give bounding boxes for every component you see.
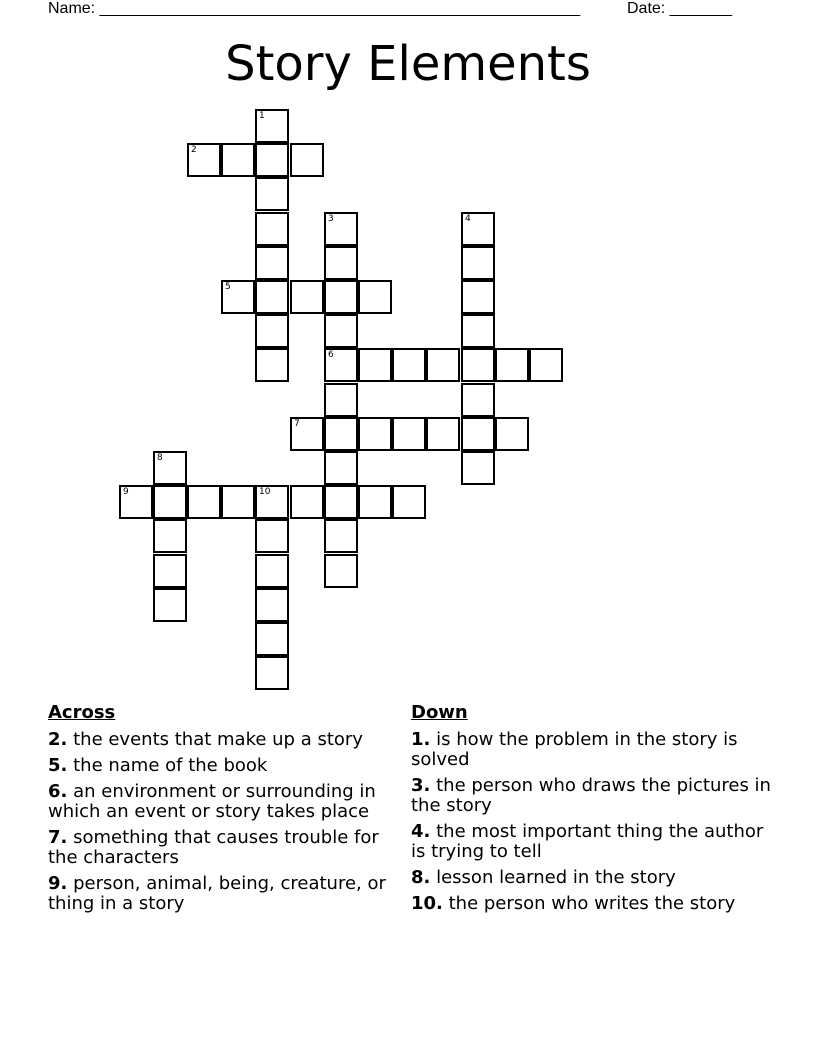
clue-text: the most important thing the author is trying to tell	[411, 821, 764, 862]
clue-text: an environment or surrounding in which an event or story takes place	[48, 781, 376, 822]
clue-text: lesson learned in the story	[430, 867, 676, 888]
clue-text: is how the problem in the story is solved	[411, 729, 738, 770]
clue-text: the person who writes the story	[442, 893, 736, 914]
crossword-cell[interactable]	[324, 212, 358, 246]
clue-number: 10.	[411, 893, 443, 914]
clue-number-label: 4	[465, 214, 471, 224]
crossword-cell[interactable]	[221, 143, 255, 177]
clue-number: 1.	[411, 729, 431, 750]
crossword-cell[interactable]	[358, 348, 392, 382]
crossword-cell[interactable]	[255, 143, 289, 177]
clue-number-label: 3	[328, 214, 334, 224]
crossword-cell[interactable]	[153, 519, 187, 553]
name-field[interactable]: Name: ______________________________________________________	[48, 0, 581, 17]
crossword-cell[interactable]	[324, 246, 358, 280]
crossword-cell[interactable]	[153, 485, 187, 519]
crossword-cell[interactable]	[255, 109, 289, 143]
crossword-cell[interactable]	[255, 212, 289, 246]
down-clue-4	[411, 822, 781, 862]
crossword-cell[interactable]	[255, 348, 289, 382]
crossword-cell[interactable]	[392, 417, 426, 451]
down-heading: Down	[411, 702, 468, 723]
crossword-cell[interactable]	[255, 622, 289, 656]
clue-number-label: 7	[294, 419, 300, 429]
clue-text: the person who draws the pictures in the story	[411, 775, 771, 816]
across-clue-9	[48, 874, 393, 914]
crossword-cell[interactable]	[290, 417, 324, 451]
crossword-cell[interactable]	[529, 348, 563, 382]
crossword-cell[interactable]	[255, 656, 289, 690]
crossword-cell[interactable]	[187, 143, 221, 177]
down-clue-8	[411, 868, 781, 888]
clue-number: 2.	[48, 729, 68, 750]
down-clue-3	[411, 776, 781, 816]
clue-number-label: 10	[259, 487, 271, 497]
crossword-cell[interactable]	[255, 554, 289, 588]
clue-number-label: 5	[225, 282, 231, 292]
crossword-cell[interactable]	[392, 348, 426, 382]
crossword-cell[interactable]	[426, 348, 460, 382]
crossword-cell[interactable]	[290, 485, 324, 519]
clue-text: something that causes trouble for the characters	[48, 827, 379, 868]
crossword-cell[interactable]	[324, 451, 358, 485]
across-clue-7	[48, 828, 393, 868]
page-title: Story Elements	[225, 36, 591, 92]
crossword-cell[interactable]	[324, 383, 358, 417]
crossword-cell[interactable]	[461, 348, 495, 382]
clue-number: 7.	[48, 827, 68, 848]
crossword-cell[interactable]	[461, 451, 495, 485]
crossword-cell[interactable]	[290, 143, 324, 177]
clue-number-label: 8	[157, 453, 163, 463]
crossword-cell[interactable]	[324, 348, 358, 382]
crossword-cell[interactable]	[255, 280, 289, 314]
crossword-cell[interactable]	[255, 485, 289, 519]
crossword-cell[interactable]	[119, 485, 153, 519]
down-clue-10	[411, 894, 781, 914]
crossword-cell[interactable]	[495, 417, 529, 451]
crossword-cell[interactable]	[255, 177, 289, 211]
crossword-cell[interactable]	[324, 554, 358, 588]
crossword-cell[interactable]	[153, 554, 187, 588]
crossword-cell[interactable]	[255, 246, 289, 280]
crossword-cell[interactable]	[221, 485, 255, 519]
clue-number-label: 2	[191, 145, 197, 155]
date-field[interactable]: Date: _______	[627, 0, 732, 17]
crossword-cell[interactable]	[461, 212, 495, 246]
crossword-cell[interactable]	[324, 417, 358, 451]
down-clue-1	[411, 730, 781, 770]
across-clue-6	[48, 782, 393, 822]
crossword-cell[interactable]	[461, 314, 495, 348]
clue-number: 3.	[411, 775, 431, 796]
crossword-cell[interactable]	[461, 280, 495, 314]
across-clue-5	[48, 756, 393, 776]
crossword-cell[interactable]	[461, 246, 495, 280]
crossword-cell[interactable]	[324, 519, 358, 553]
crossword-cell[interactable]	[255, 314, 289, 348]
crossword-cell[interactable]	[153, 451, 187, 485]
clue-number: 4.	[411, 821, 431, 842]
crossword-cell[interactable]	[255, 588, 289, 622]
crossword-cell[interactable]	[153, 588, 187, 622]
across-heading: Across	[48, 702, 116, 723]
crossword-cell[interactable]	[324, 280, 358, 314]
clue-number: 5.	[48, 755, 68, 776]
across-clues	[48, 702, 393, 920]
clue-number-label: 6	[328, 350, 334, 360]
across-clue-2	[48, 730, 393, 750]
crossword-cell[interactable]	[255, 519, 289, 553]
crossword-cell[interactable]	[358, 417, 392, 451]
clue-number: 8.	[411, 867, 431, 888]
clue-text: the events that make up a story	[67, 729, 363, 750]
crossword-cell[interactable]	[461, 383, 495, 417]
down-clues	[411, 702, 781, 920]
crossword-cell[interactable]	[324, 314, 358, 348]
clue-number: 6.	[48, 781, 68, 802]
crossword-cell[interactable]	[426, 417, 460, 451]
crossword-cell[interactable]	[358, 280, 392, 314]
crossword-cell[interactable]	[495, 348, 529, 382]
clue-text: the name of the book	[67, 755, 268, 776]
crossword-cell[interactable]	[221, 280, 255, 314]
crossword-cell[interactable]	[392, 485, 426, 519]
crossword-cell[interactable]	[324, 485, 358, 519]
crossword-cell[interactable]	[358, 485, 392, 519]
clue-number-label: 9	[123, 487, 129, 497]
crossword-cell[interactable]	[290, 280, 324, 314]
crossword-cell[interactable]	[461, 417, 495, 451]
clue-number: 9.	[48, 873, 68, 894]
crossword-cell[interactable]	[187, 485, 221, 519]
clue-text: person, animal, being, creature, or thing in a story	[48, 873, 386, 914]
clue-number-label: 1	[259, 111, 265, 121]
